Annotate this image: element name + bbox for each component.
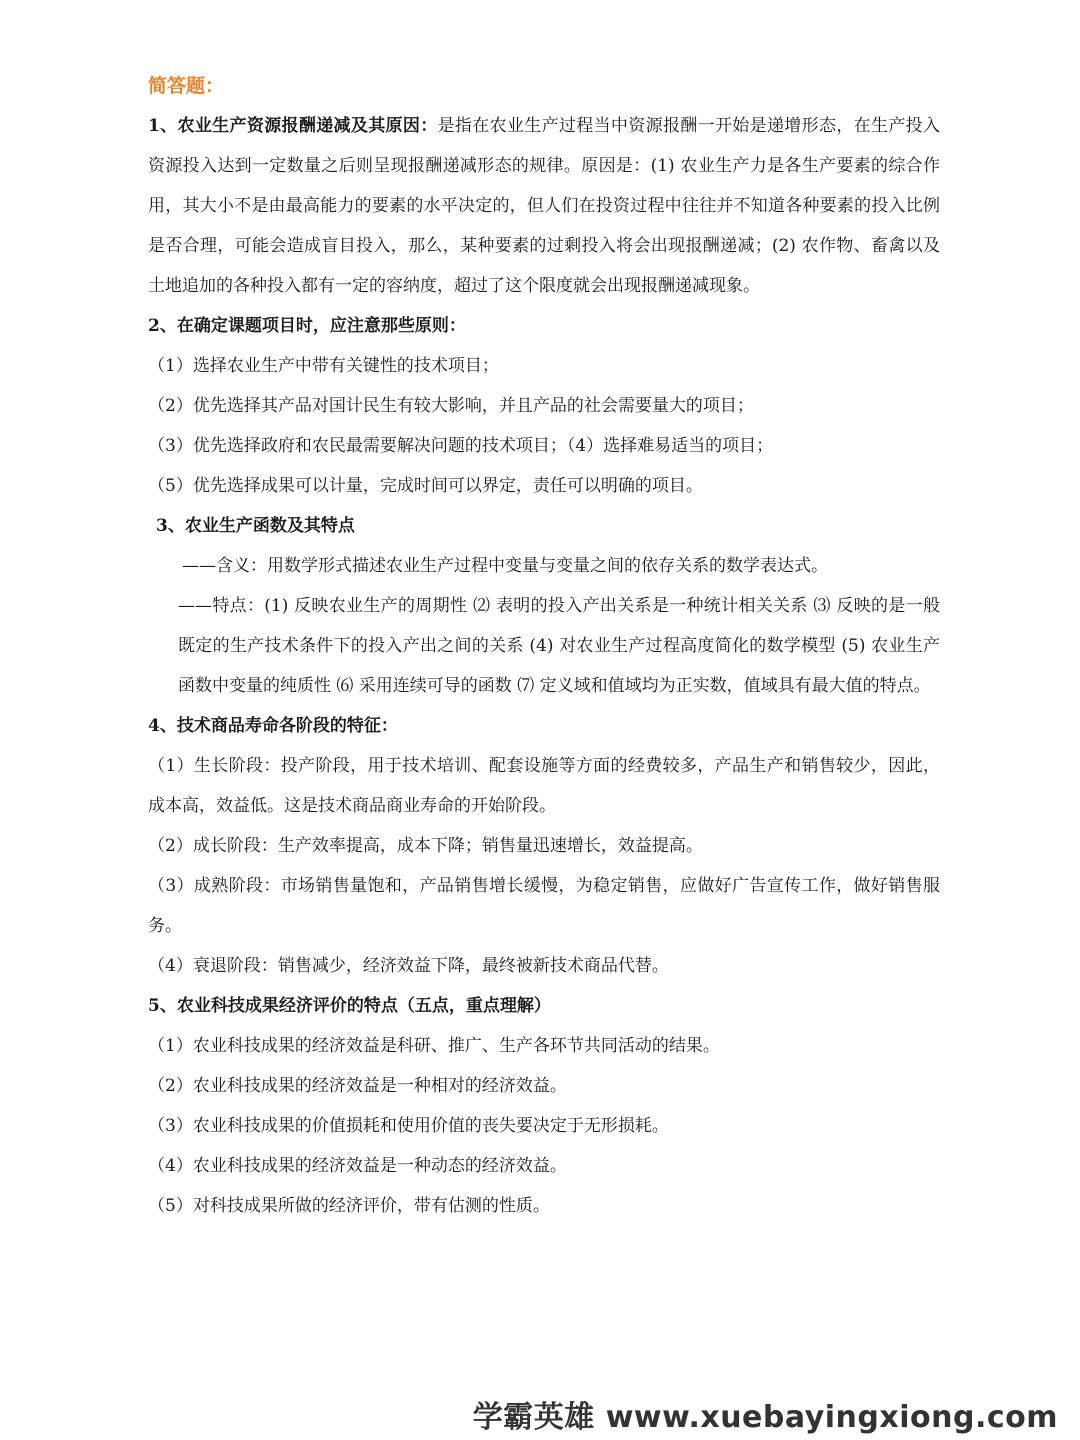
- footer-url: www.xuebayingxiong.com: [605, 1400, 1058, 1435]
- footer-watermark: [473, 1392, 1058, 1436]
- question-3-features: [148, 586, 940, 706]
- question-2-item-2: （2）优先选择其产品对国计民生有较大影响，并且产品的社会需要量大的项目；: [148, 396, 754, 416]
- question-1-body: 是指在农业生产过程当中资源报酬一开始是递增形态，在生产投入资源投入达到一定数量之后则呈现报酬递减形态的规律。原因是：(1) 农业生产力是各生产要素的综合作用，其大小不是由最高能力的要素的水平决定的，但人们在投资过程中往往并不知道各种要素的投入比例是否合理，可能会造成盲目投入，那么，某种要素的过剩投入将会出现报酬递减；(2) 农作物、畜禽以及土地追加的各种投入都有一定的容纳度，超过了这个限度就会出现报酬递减现象。: [148, 116, 941, 296]
- document-page: [148, 66, 940, 1226]
- question-4-item-2: （2）成长阶段：生产效率提高，成本下降；销售量迅速增长，效益提高。: [148, 836, 703, 856]
- question-3-features-text: ——特点：(1) 反映农业生产的周期性 ⑵ 表明的投入产出关系是一种统计相关关系 ⑶ 反映的是一般既定的生产技术条件下的投入产出之间的关系 (4) 对农业生产过程高度简化的数学模型 (5) 农业生产函数中变量的纯质性 ⑹ 采用连续可导的函数 ⑺ 定义域和值域均为正实数，值域具有最大值的特点。: [178, 596, 940, 696]
- question-1-title: 1、农业生产资源报酬递减及其原因：: [148, 116, 438, 136]
- question-4-title: 4、技术商品寿命各阶段的特征：: [148, 716, 398, 736]
- question-4-item-4: （4）衰退阶段：销售减少，经济效益下降，最终被新技术商品代替。: [148, 956, 669, 976]
- question-5-item-4: （4）农业科技成果的经济效益是一种动态的经济效益。: [148, 1156, 567, 1176]
- question-4-item-3: （3）成熟阶段：市场销售量饱和，产品销售增长缓慢，为稳定销售，应做好广告宣传工作，做好销售服务。: [148, 876, 940, 936]
- question-2-title: 2、在确定课题项目时，应注意那些原则：: [148, 316, 466, 336]
- question-5-item-5: （5）对科技成果所做的经济评价，带有估测的性质。: [148, 1196, 550, 1216]
- question-2-item-1: （1）选择农业生产中带有关键性的技术项目；: [148, 356, 499, 376]
- question-5-item-3: （3）农业科技成果的价值损耗和使用价值的丧失要决定于无形损耗。: [148, 1116, 669, 1136]
- section-title: 简答题：: [148, 75, 225, 97]
- question-5-item-2: （2）农业科技成果的经济效益是一种相对的经济效益。: [148, 1076, 567, 1096]
- question-2-item-4: （5）优先选择成果可以计量，完成时间可以界定，责任可以明确的项目。: [148, 476, 703, 496]
- question-3-title: 3、农业生产函数及其特点: [156, 516, 355, 536]
- question-3-meaning: ——含义：用数学形式描述农业生产过程中变量与变量之间的依存关系的数学表达式。: [182, 556, 828, 576]
- question-5-title: 5、农业科技成果经济评价的特点（五点，重点理解）: [148, 996, 551, 1016]
- question-1: [148, 106, 940, 306]
- question-4-item-1: （1）生长阶段：投产阶段，用于技术培训、配套设施等方面的经费较多，产品生产和销售较少，因此，成本高，效益低。这是技术商品商业寿命的开始阶段。: [148, 756, 940, 816]
- question-2-item-3: （3）优先选择政府和农民最需要解决问题的技术项目；（4）选择难易适当的项目；: [148, 436, 774, 456]
- question-5-item-1: （1）农业科技成果的经济效益是科研、推广、生产各环节共同活动的结果。: [148, 1036, 720, 1056]
- footer-brand: 学霸英雄: [472, 1400, 595, 1435]
